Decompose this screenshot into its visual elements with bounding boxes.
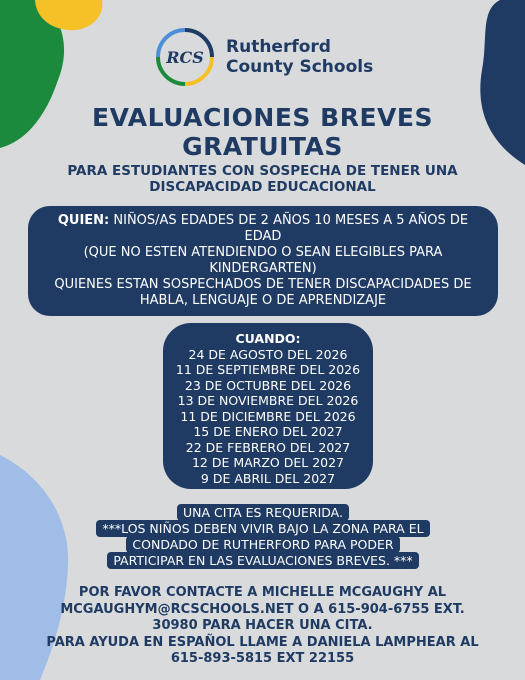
logo-name-line1: Rutherford	[226, 37, 331, 57]
subtitle-line2: DISCAPACIDAD EDUCACIONAL	[149, 179, 376, 195]
title-line1: EVALUACIONES BREVES	[92, 103, 433, 132]
quien-box	[28, 206, 498, 316]
cita-line2: ***LOS NIÑOS DEBEN VIVIR BAJO LA ZONA PARA EL	[96, 520, 429, 537]
date-item: 11 DE DICIEMBRE DEL 2026	[180, 408, 356, 424]
date-item: 23 DE OCTUBRE DEL 2026	[184, 377, 352, 393]
quien-line3: (QUE NO ESTEN ATENDIENDO O SEAN ELEGIBLES PARA	[83, 245, 443, 260]
contact-line5: 615-893-5815 EXT 22155	[170, 651, 355, 666]
contact-info	[20, 585, 505, 668]
appointment-note	[78, 505, 448, 569]
date-item: 13 DE NOVIEMBRE DEL 2026	[177, 393, 359, 408]
yellow-blob-decoration	[30, 0, 110, 35]
date-item: 12 DE MARZO DEL 2027	[191, 455, 345, 470]
rcs-logo-icon	[154, 26, 216, 88]
date-item: 22 DE FEBRERO DEL 2027	[185, 439, 351, 455]
title-line2: GRATUITAS	[182, 132, 343, 161]
quien-line1: NIÑOS/AS EDADES DE 2 AÑOS 10 MESES A 5 AÑOS DE	[109, 213, 469, 228]
date-item: 9 DE ABRIL DEL 2027	[200, 470, 336, 486]
contact-line1: POR FAVOR CONTACTE A MICHELLE MCGAUGHY AL	[78, 585, 447, 600]
quien-line4: KINDERGARTEN)	[209, 261, 317, 276]
date-item: 11 DE SEPTIEMBRE DEL 2026	[175, 362, 361, 377]
contact-line4: PARA AYUDA EN ESPAÑOL LLAME A DANIELA LAMPHEAR AL	[46, 634, 479, 650]
cita-line1: UNA CITA ES REQUERIDA.	[177, 504, 349, 521]
quien-label: QUIEN:	[57, 213, 110, 228]
quien-line2: EDAD	[244, 229, 282, 244]
cuando-box	[163, 323, 373, 489]
quien-line6: HABLA, LENGUAJE O DE APRENDIZAJE	[139, 293, 387, 308]
logo-monogram: RCS	[166, 48, 204, 67]
logo-name-line2: County Schools	[226, 57, 374, 77]
contact-line3: 30980 PARA HACER UNA CITA.	[152, 618, 373, 633]
quien-line5: QUIENES ESTAN SOSPECHADOS DE TENER DISCAPACIDADES DE	[54, 277, 472, 292]
contact-line2: MCGAUGHYM@RCSCHOOLS.NET O A 615-904-6755 EXT.	[60, 601, 465, 617]
cita-line3: CONDADO DE RUTHERFORD PARA PODER	[126, 536, 399, 553]
cita-line4: PARTICIPAR EN LAS EVALUACIONES BREVES. ***	[107, 552, 418, 569]
cuando-label: CUANDO:	[235, 331, 301, 346]
subtitle	[40, 163, 485, 195]
date-item: 24 DE AGOSTO DEL 2026	[188, 346, 348, 362]
district-logo	[154, 26, 373, 88]
page-title	[0, 103, 525, 161]
date-item: 15 DE ENERO DEL 2027	[193, 424, 343, 439]
subtitle-line1: PARA ESTUDIANTES CON SOSPECHA DE TENER UNA	[67, 163, 458, 179]
